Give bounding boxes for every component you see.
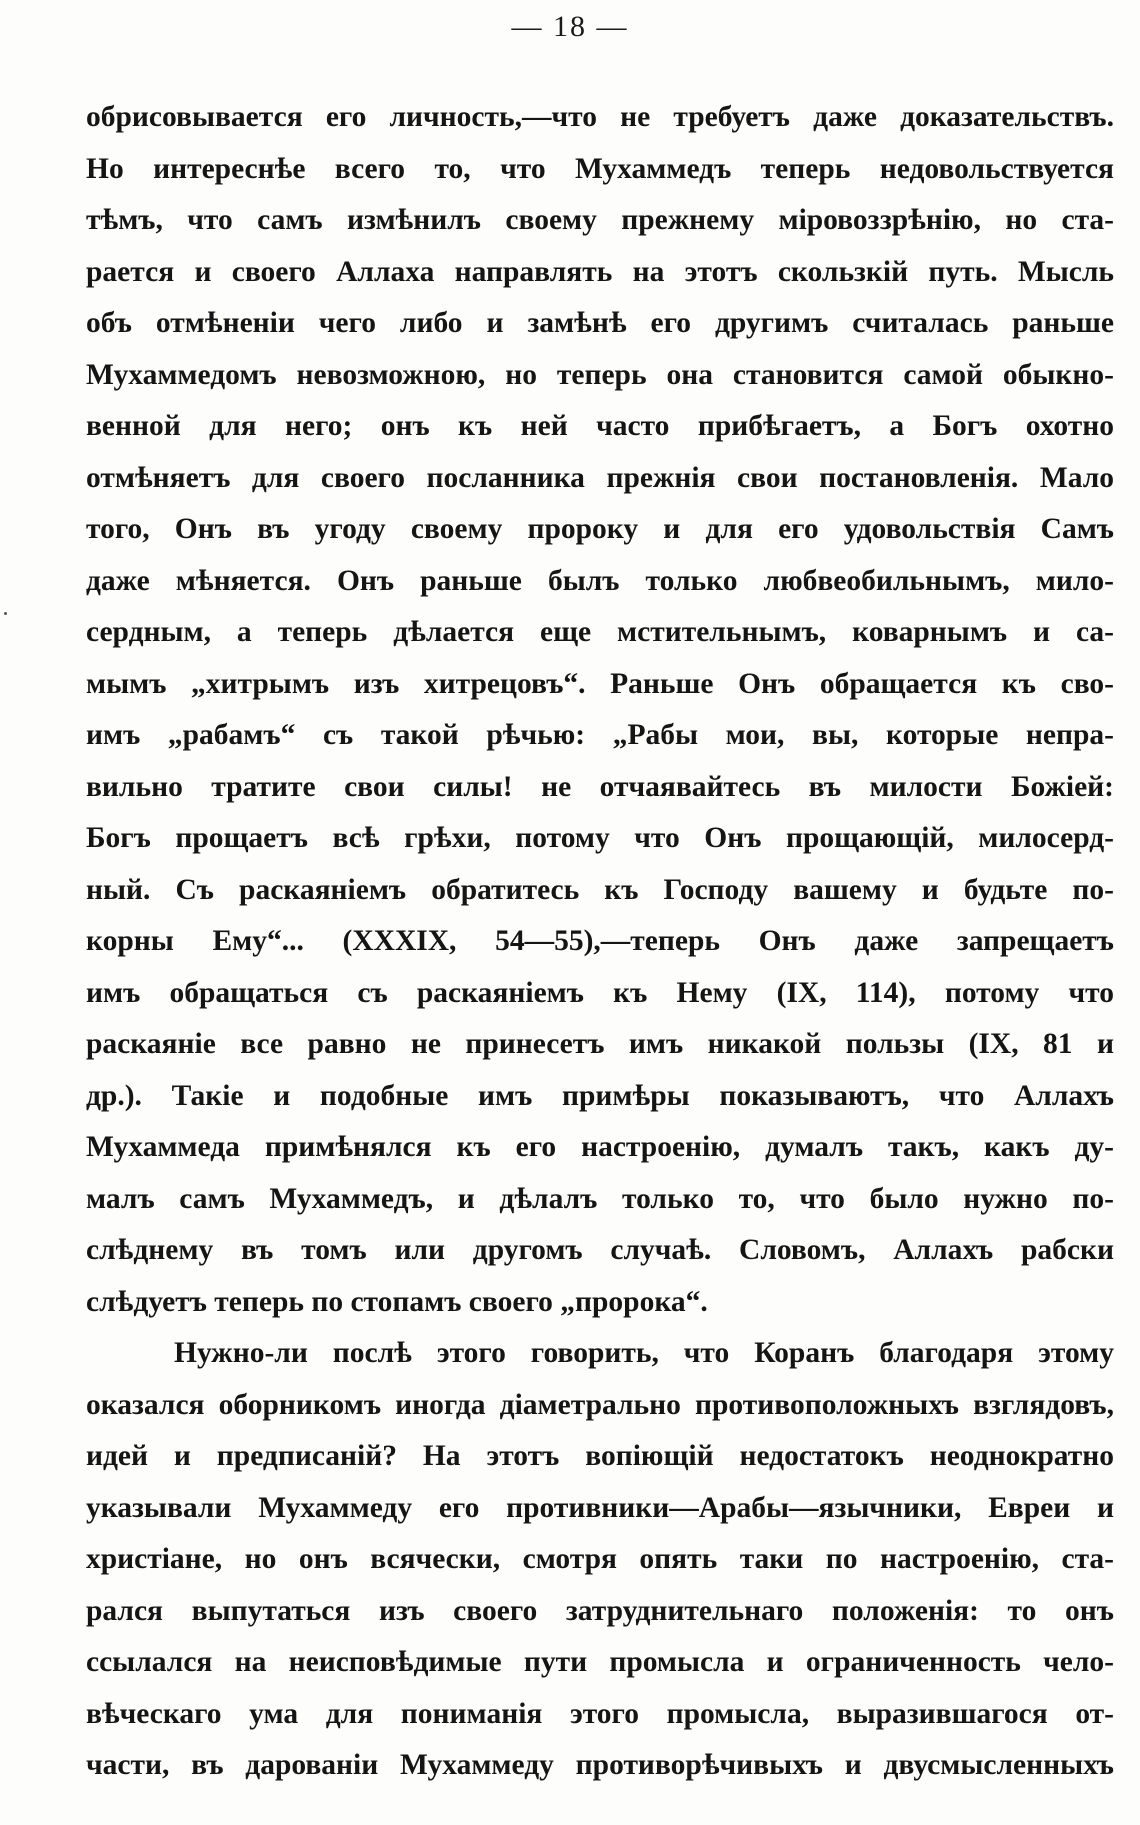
text-line: сердным, а теперь дѣлается еще мстительнымъ, коварнымъ и са-	[86, 616, 1114, 648]
text-line: имъ „рабамъ“ съ такой рѣчью: „Рабы мои, вы, которые непра-	[86, 719, 1114, 751]
text-line: рался выпутаться изъ своего затруднительнаго положенія: то онъ	[86, 1594, 1114, 1627]
page-number: — 18 —	[511, 10, 629, 43]
text-line: объ отмѣненіи чего либо и замѣнѣ его другимъ считалась раньше	[86, 307, 1114, 339]
text-line: Богъ прощаетъ всѣ грѣхи, потому что Онъ прощающій, милосерд-	[86, 822, 1114, 854]
text-line: вѣческаго ума для пониманія этого промысла, выразившагося от-	[86, 1697, 1114, 1730]
text-line: даже мѣняется. Онъ раньше былъ только любвеобильнымъ, мило-	[86, 564, 1114, 597]
text-line: венной для него; онъ къ ней часто прибѣгаетъ, а Богъ охотно	[86, 410, 1114, 442]
text-line: слѣдуетъ теперь по стопамъ своего „пророка“.	[86, 1285, 708, 1318]
text-line: Нужно-ли послѣ этого говорить, что Коранъ благодаря этому	[174, 1337, 1114, 1369]
text-line: ный. Съ раскаяніемъ обратитесь къ Господу вашему и будьте по-	[86, 873, 1114, 906]
text-line: оказался оборникомъ иногда діаметрально противоположныхъ взглядовъ,	[86, 1388, 1114, 1421]
text-line: мымъ „хитрымъ изъ хитрецовъ“. Раньше Онъ обращается къ сво-	[86, 667, 1114, 700]
body-text	[86, 92, 1114, 1792]
margin-dot	[4, 612, 7, 615]
text-line: корны Ему“... (XXXIX, 54—55),—теперь Онъ даже запрещаетъ	[86, 925, 1114, 957]
text-line: обрисовывается его личность,—что не требуетъ даже доказательствъ.	[86, 101, 1114, 133]
text-line: идей и предписаній? На этотъ вопіющій недостатокъ неоднократно	[86, 1440, 1114, 1472]
text-line: вильно тратите свои силы! не отчаявайтесь въ милости Божіей:	[86, 770, 1114, 803]
text-line: др.). Такіе и подобные имъ примѣры показываютъ, что Аллахъ	[86, 1079, 1114, 1112]
text-line: христіане, но онъ всячески, смотря опять таки по настроенію, ста-	[86, 1543, 1114, 1575]
text-line: отмѣняетъ для своего посланника прежнія свои постановленія. Мало	[86, 461, 1114, 494]
text-line: указывали Мухаммеду его противники—Арабы—язычники, Евреи и	[86, 1491, 1114, 1524]
paragraph-2	[86, 1328, 1114, 1792]
text-line: части, въ дарованіи Мухаммеду противорѣчивыхъ и двусмысленныхъ	[86, 1749, 1114, 1781]
text-line: тѣмъ, что самъ измѣнилъ своему прежнему міровоззрѣнію, но ста-	[86, 204, 1114, 236]
text-line: ссылался на неисповѣдимые пути промысла и ограниченность чело-	[86, 1646, 1114, 1678]
text-line: имъ обращаться съ раскаяніемъ къ Нему (IX, 114), потому что	[86, 976, 1114, 1009]
text-line: Мухаммедомъ невозможною, но теперь она становится самой обыкно-	[86, 358, 1114, 391]
text-line: малъ самъ Мухаммедъ, и дѣлалъ только то, что было нужно по-	[86, 1182, 1114, 1215]
text-line: слѣднему въ томъ или другомъ случаѣ. Словомъ, Аллахъ рабски	[86, 1234, 1114, 1266]
text-line: того, Онъ въ угоду своему пророку и для его удовольствія Самъ	[86, 513, 1114, 545]
text-line: Мухаммеда примѣнялся къ его настроенію, думалъ такъ, какъ ду-	[86, 1131, 1114, 1163]
text-line: Но интереснѣе всего то, что Мухаммедъ теперь недовольствуется	[86, 152, 1114, 185]
text-line: раскаяніе все равно не принесетъ имъ никакой пользы (IX, 81 и	[86, 1028, 1114, 1060]
text-line: рается и своего Аллаха направлять на этотъ скользкій путь. Мысль	[86, 255, 1114, 288]
paragraph-1	[86, 92, 1114, 1328]
